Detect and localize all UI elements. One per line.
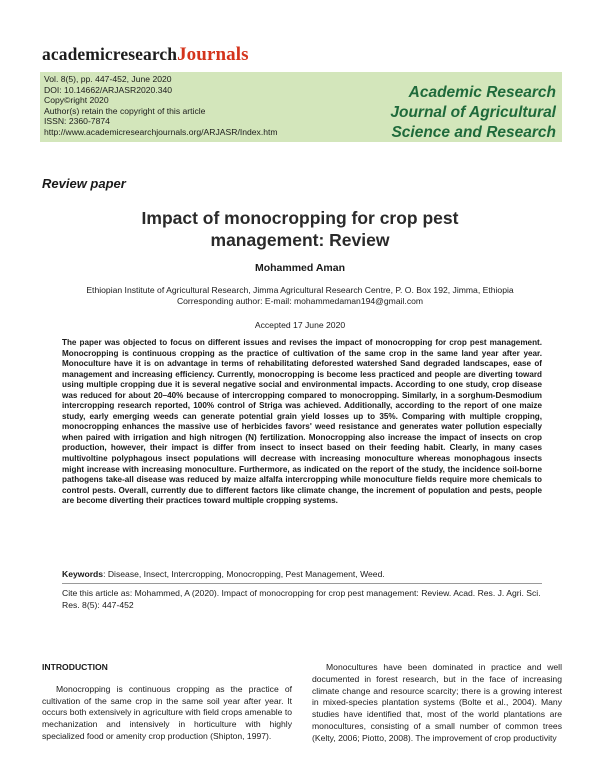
affiliation-block bbox=[20, 285, 580, 307]
affiliation: Ethiopian Institute of Agricultural Research, Jimma Agricultural Research Centre, P. O. Box 192, Jimma, Ethiopia bbox=[86, 285, 514, 295]
corresponding-author: Corresponding author: E-mail: mohammedaman194@gmail.com bbox=[176, 296, 424, 306]
meta-volume: Vol. 8(5), pp. 447-452, June 2020 bbox=[44, 74, 172, 84]
meta-url[interactable]: http://www.academicresearchjournals.org/ARJASR/Index.htm bbox=[44, 126, 278, 137]
divider bbox=[62, 583, 542, 584]
paper-title bbox=[60, 207, 540, 251]
publisher-logo-suffix: Journals bbox=[177, 44, 249, 65]
accepted-date: Accepted 17 June 2020 bbox=[254, 320, 346, 330]
abstract: The paper was objected to focus on different issues and revises the impact of monocropping for crop pest management. Monocropping is continuous cropping as the practice of cultivation of the same crop in the same land year after year. Monoculture have it is on advantage in terms of rehabilitating deforested watershed Sand degraded landscapes, ease of management and increasing efficiency. Currently, monocropping is become less practiced and people are diverting toward using multiple cropping due it is several negative social and environmental impacts. According to one study, crop disease was reduced for about 20–40% because of intercropping compared to monocropping. Similarly, in a sorghum-Desmodium intercropping research reported, 100% control of Striga was achieved. Additionally, according to the report of one maize study, early emerging weeds can generate potential grain yield losses up to 35%. Comparing with multiple cropping, monocropping enhances the massive use of herbicides favors' weed resistance and generates water pollution especially when paired with irrigation and high nitrogen (N) fertilization. Monocropping also increase the impact of insects on crop production, however, their impact is differ from insect to insect based on their feeding habit. Clearly, in many cases multivoltine polyphagous insect populations will decrease with increasing monoculture whereas monophagous insects might increase with increasing monoculture. Furthermore, as indicated on the report of the study, the incidence soil-borne pathogens take-all disease was reduced by maize alfalfa intercropping while monoculture fields require more chemicals to control pests. Overall, currently due to different factors like climate change, the increment of population and pests, people are become diverting their practices toward multiple cropping systems. bbox=[62, 338, 542, 506]
section-heading: INTRODUCTION bbox=[42, 662, 108, 672]
article-type: Review paper bbox=[42, 176, 126, 191]
paper-title-line: Impact of monocropping for crop pest bbox=[141, 208, 459, 228]
citation: Cite this article as: Mohammed, A (2020). Impact of monocropping for crop pest management: Review. Acad. Res. J. Agri. Sci. Res. 8(5): 447-452 bbox=[62, 588, 541, 610]
journal-title-line: Academic Research bbox=[408, 84, 556, 101]
keywords-label: Keywords bbox=[62, 569, 104, 579]
body-paragraph: Monocropping is continuous cropping as the practice of cultivation of the same crop in the same soil year after year. It occurs both extensively in agriculture with field crops amenable to mechanization and intensively in horticulture with highly specialized food or amenity crop production (Shipton, 1997). bbox=[42, 683, 292, 741]
journal-title-line: Science and Research bbox=[391, 124, 556, 141]
journal-title bbox=[336, 83, 556, 143]
meta-doi: DOI: 10.14662/ARJASR2020.340 bbox=[44, 84, 173, 95]
keywords bbox=[62, 569, 385, 579]
meta-copyright: Copy©right 2020 bbox=[44, 95, 109, 106]
paper-title-line: management: Review bbox=[210, 230, 390, 250]
body-column-left bbox=[42, 662, 292, 743]
article-metadata bbox=[44, 74, 278, 138]
journal-title-line: Journal of Agricultural bbox=[390, 104, 556, 121]
meta-rights: Author(s) retain the copyright of this article bbox=[44, 105, 206, 116]
body-paragraph: Monocultures have been dominated in practice and well documented in forest research, but in the face of increasing climate change and resource scarcity; there is a growing interest in mixed-species plantation systems (Bolte et al., 2004). Many studies have identified that, most of the world plantations are monocultures, consisting of a small number of common trees (Kelty, 2006; Piotto, 2008). The improvement of crop productivity bbox=[312, 662, 562, 743]
meta-issn: ISSN: 2360-7874 bbox=[44, 116, 110, 127]
publisher-logo bbox=[42, 44, 249, 66]
author-name: Mohammed Aman bbox=[254, 262, 346, 274]
body-column-right bbox=[312, 662, 562, 745]
keywords-list: : Disease, Insect, Intercropping, Monocropping, Pest Management, Weed. bbox=[103, 569, 385, 579]
publisher-logo-prefix: academicresearch bbox=[42, 44, 178, 64]
